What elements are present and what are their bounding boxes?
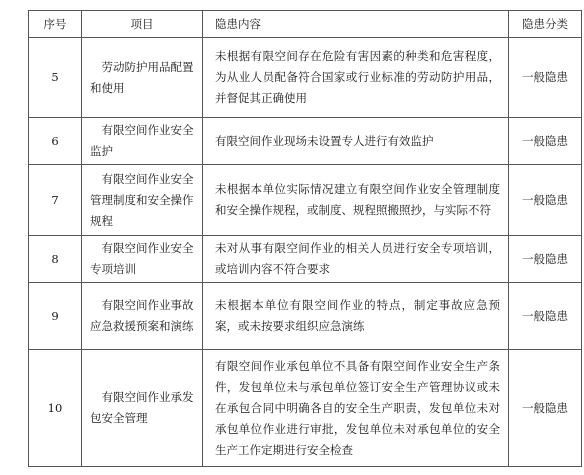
cell-no: 9	[29, 283, 82, 350]
cell-no: 7	[29, 165, 82, 236]
cell-content: 未对从事有限空间作业的相关人员进行安全专项培训，或培训内容不符合要求	[203, 236, 509, 283]
cell-no: 5	[29, 38, 82, 118]
cell-no: 6	[29, 118, 82, 165]
cell-type: 一般隐患	[509, 236, 582, 283]
cell-item: 有限空间作业安全专项培训	[82, 236, 203, 283]
cell-item: 有限空间作业安全管理制度和安全操作规程	[82, 165, 203, 236]
cell-content: 未根据本单位有限空间作业的特点，制定事故应急预案，或未按要求组织应急演练	[203, 283, 509, 350]
cell-no: 10	[29, 350, 82, 467]
table-row	[29, 236, 582, 283]
table-header-row	[29, 11, 582, 38]
cell-item: 有限空间作业事故应急救援预案和演练	[82, 283, 203, 350]
cell-no: 8	[29, 236, 82, 283]
cell-item: 有限空间作业承发包安全管理	[82, 350, 203, 467]
header-item: 项目	[82, 11, 203, 38]
cell-content: 未根据本单位实际情况建立有限空间作业安全管理制度和安全操作规程，或制度、规程照搬照抄，与实际不符	[203, 165, 509, 236]
cell-type: 一般隐患	[509, 350, 582, 467]
cell-type: 一般隐患	[509, 118, 582, 165]
cell-content: 有限空间作业现场未设置专人进行有效监护	[203, 118, 509, 165]
cell-item: 有限空间作业安全监护	[82, 118, 203, 165]
header-content: 隐患内容	[203, 11, 509, 38]
cell-content: 有限空间作业承包单位不具备有限空间作业安全生产条件，发包单位未与承包单位签订安全生产管理协议或未在承包合同中明确各自的安全生产职责，发包单位未对承包单位作业进行审批，发包单位未对承包单位的安全生产工作定期进行安全检查	[203, 350, 509, 467]
header-type: 隐患分类	[509, 11, 582, 38]
table-row	[29, 165, 582, 236]
table-row	[29, 38, 582, 118]
cell-item: 劳动防护用品配置和使用	[82, 38, 203, 118]
table-row	[29, 283, 582, 350]
table-row	[29, 350, 582, 467]
header-no: 序号	[29, 11, 82, 38]
cell-type: 一般隐患	[509, 283, 582, 350]
hazard-table	[28, 10, 582, 467]
cell-content: 未根据有限空间存在危险有害因素的种类和危害程度，为从业人员配备符合国家或行业标准的劳动防护用品，并督促其正确使用	[203, 38, 509, 118]
cell-type: 一般隐患	[509, 165, 582, 236]
table-row	[29, 118, 582, 165]
cell-type: 一般隐患	[509, 38, 582, 118]
